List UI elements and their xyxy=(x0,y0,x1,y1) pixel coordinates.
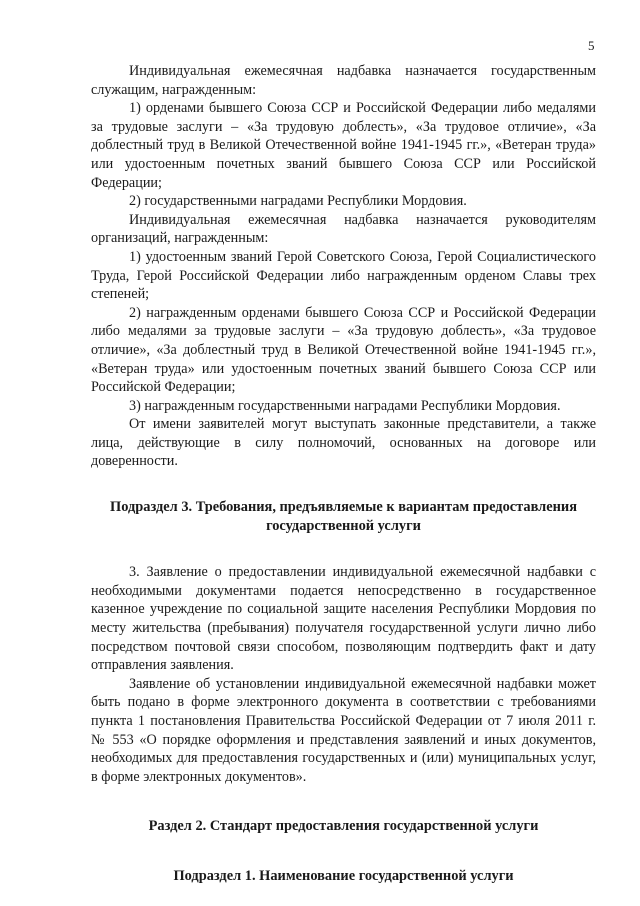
paragraph: Индивидуальная ежемесячная надбавка назначается государственным служащим, награжденным: xyxy=(91,63,596,98)
paragraph: 3. Заявление о предоставлении индивидуальной ежемесячной надбавки с необходимыми документами подается непосредственно в государственное казенное учреждение по социальной защите населения Республики Мордовия по месту жительства (пребывания) получателя государственной услуги лично либо посредством почтовой связи способом, позволяющим подтвердить факт и дату отправления заявления. xyxy=(91,564,596,674)
document-body xyxy=(91,62,596,886)
paragraph: От имени заявителей могут выступать законные представители, а также лица, действующие в силу полномочий, основанных на договоре или доверенности. xyxy=(91,416,596,470)
paragraph: Индивидуальная ежемесячная надбавка назначается руководителям организаций, награжденным: xyxy=(91,211,596,247)
paragraph: 3) награжденным государственными наградами Республики Мордовия. xyxy=(129,397,561,414)
paragraph: 1) орденами бывшего Союза ССР и Российской Федерации либо медалями за трудовые заслуги – «За трудовую доблесть», «За трудовое отличие», «За доблестный труд в Великой Отечественной войне 1941-1945 гг.», «Ветеран труда» или удостоенным почетных званий бывшего Союза ССР или Российской Федерации; xyxy=(91,100,596,191)
paragraph: 1) удостоенным званий Герой Советского Союза, Герой Социалистического Труда, Герой Российской Федерации либо награжденным орденом Славы трех степеней; xyxy=(91,248,596,303)
page-number: 5 xyxy=(588,38,595,53)
subsection-1-heading: Подраздел 1. Наименование государственной услуги xyxy=(173,867,514,884)
paragraph: 2) государственными наградами Республики Мордовия. xyxy=(129,193,467,210)
paragraph: Заявление об установлении индивидуальной ежемесячной надбавки может быть подано в форме электронного документа в соответствии с требованиями пункта 1 постановления Правительства Российской Федерации от 7 июля 2011 г. № 553 «О порядке оформления и представления заявлений и иных документов, необходимых для предоставления государственных и (или) муниципальных услуг, в форме электронных документов». xyxy=(91,675,596,785)
subsection-3-heading: Подраздел 3. Требования, предъявляемые к вариантам предоставления государственной услуги xyxy=(110,499,577,534)
section-2-heading: Раздел 2. Стандарт предоставления государственной услуги xyxy=(148,818,539,835)
paragraph: 2) награжденным орденами бывшего Союза ССР и Российской Федерации либо медалями за трудовые заслуги – «За трудовую доблесть», «За трудовое отличие», «За доблестный труд в Великой Отечественной войне 1941-1945 гг.», «Ветеран труда» или удостоенным почетных званий бывшего Союза ССР или Российской Федерации; xyxy=(91,304,596,396)
